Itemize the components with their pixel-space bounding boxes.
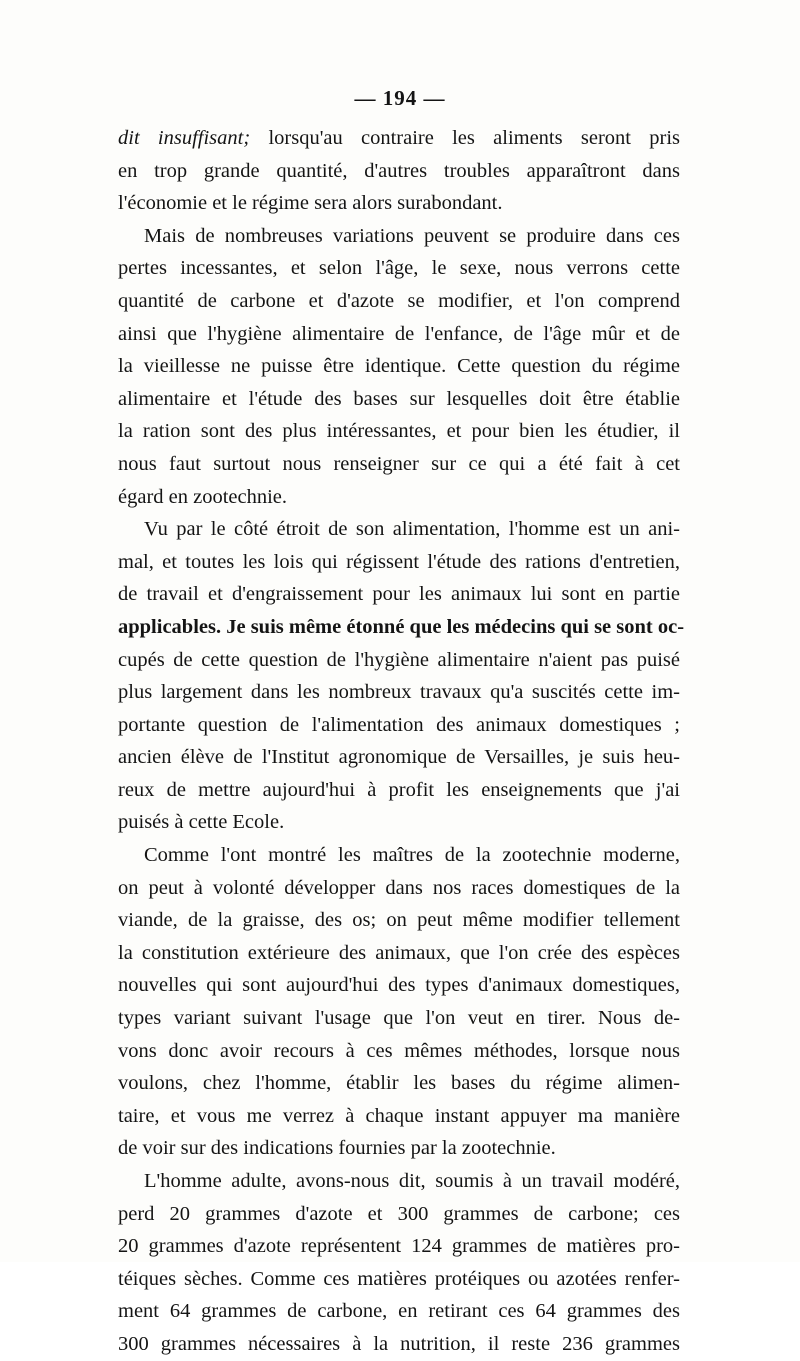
text-line: portante question de l'alimentation des animaux domestiques ;	[118, 713, 680, 736]
text-line: ment 64 grammes de carbone, en retirant ces 64 grammes des	[118, 1300, 680, 1323]
text-line: viande, de la graisse, des os; on peut même modifier tellement	[118, 909, 680, 932]
text-line: puisés à cette Ecole.	[118, 811, 285, 834]
text-line: nouvelles qui sont aujourd'hui des types d'animaux domestiques,	[118, 974, 680, 997]
text-line: vons donc avoir recours à ces mêmes méthodes, lorsque nous	[118, 1039, 680, 1062]
text-line: 20 grammes d'azote représentent 124 grammes de matières pro-	[118, 1235, 680, 1258]
text-line: de voir sur des indications fournies par la zootechnie.	[118, 1137, 556, 1160]
text-line: nous faut surtout nous renseigner sur ce qui a été fait à cet	[118, 452, 680, 475]
paragraph-first-line: Mais de nombreuses variations peuvent se produire dans ces	[144, 224, 680, 247]
text-line: quantité de carbone et d'azote se modifier, et l'on comprend	[118, 289, 680, 312]
text-line: types variant suivant l'usage que l'on veut en tirer. Nous de-	[118, 1007, 680, 1030]
paragraph-first-line: Vu par le côté étroit de son alimentation, l'homme est un ani-	[144, 518, 680, 541]
text-line: alimentaire et l'étude des bases sur lesquelles doit être établie	[118, 387, 680, 410]
text-line: téiques sèches. Comme ces matières protéiques ou azotées renfer-	[118, 1267, 680, 1290]
text-line: de travail et d'engraissement pour les animaux lui sont en partie	[118, 583, 680, 606]
text-line: cupés de cette question de l'hygiène alimentaire n'aient pas puisé	[118, 648, 680, 671]
text-line: la ration sont des plus intéressantes, et pour bien les étudier, il	[118, 420, 680, 443]
text-line: mal, et toutes les lois qui régissent l'étude des rations d'entretien,	[118, 550, 680, 573]
text-line: plus largement dans les nombreux travaux qu'a suscités cette im-	[118, 681, 680, 704]
paragraph-first-line: L'homme adulte, avons-nous dit, soumis à un travail modéré,	[144, 1170, 680, 1192]
text-line: voulons, chez l'homme, établir les bases du régime alimen-	[118, 1072, 680, 1095]
paragraph-first-line: Comme l'ont montré les maîtres de la zootechnie moderne,	[144, 844, 680, 867]
text-line: en trop grande quantité, d'autres troubles apparaîtront dans	[118, 159, 680, 182]
text-line: la vieillesse ne puisse être identique. Cette question du régime	[118, 355, 680, 378]
text-line: reux de mettre aujourd'hui à profit les enseignements que j'ai	[118, 778, 680, 801]
text-line: dit insuffisant; lorsqu'au contraire les aliments seront pris	[118, 127, 680, 149]
text-line: ancien élève de l'Institut agronomique de Versailles, je suis heu-	[118, 746, 680, 769]
italic-text: dit insuffisant;	[118, 127, 251, 149]
text-line: applicables. Je suis même étonné que les médecins qui se sont oc-	[118, 615, 685, 638]
page-number: — 194 —	[354, 86, 446, 110]
text-line: taire, et vous me verrez à chaque instant appuyer ma manière	[118, 1104, 680, 1127]
text-line: 300 grammes nécessaires à la nutrition, il reste 236 grammes	[118, 1332, 680, 1355]
body-text	[118, 122, 685, 1361]
text-line: on peut à volonté développer dans nos races domestiques de la	[118, 876, 680, 899]
text-line: perd 20 grammes d'azote et 300 grammes de carbone; ces	[118, 1202, 680, 1225]
text-line: pertes incessantes, et selon l'âge, le sexe, nous verrons cette	[118, 257, 680, 280]
text-line: la constitution extérieure des animaux, que l'on crée des espèces	[118, 941, 680, 964]
text-line: ainsi que l'hygiène alimentaire de l'enfance, de l'âge mûr et de	[118, 322, 680, 345]
text-line: l'économie et le régime sera alors surabondant.	[118, 192, 503, 215]
text-line: égard en zootechnie.	[118, 485, 288, 508]
